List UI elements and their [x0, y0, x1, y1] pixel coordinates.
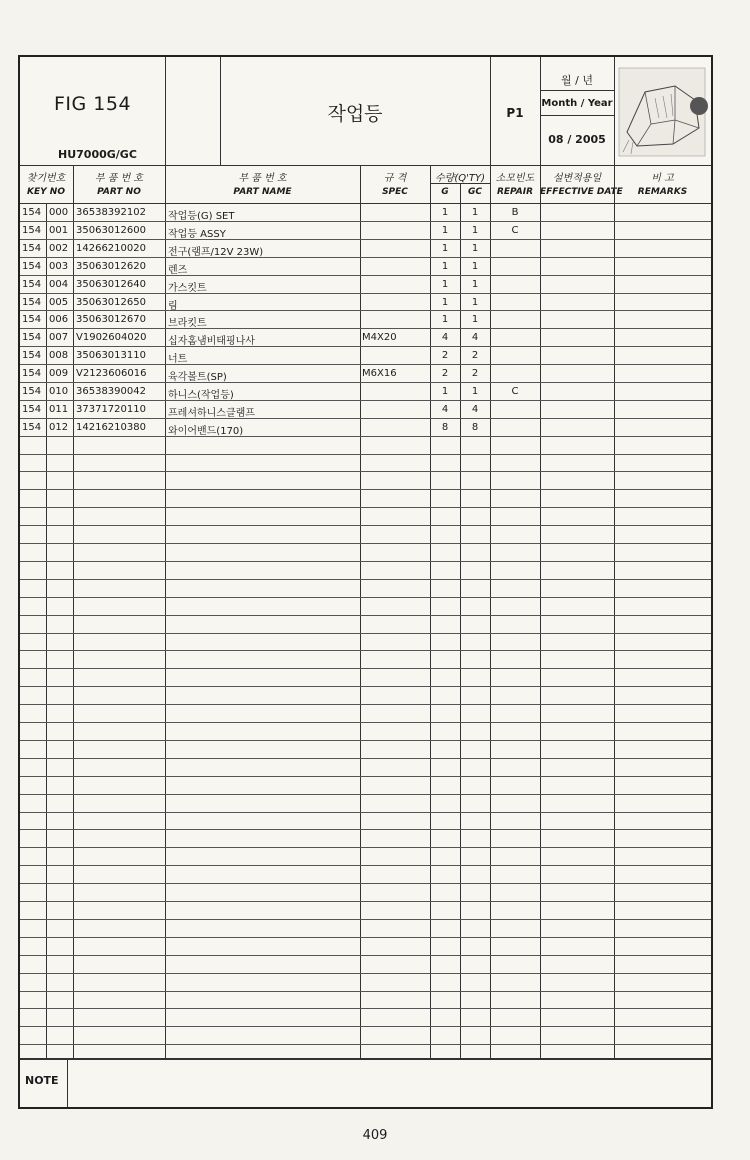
table-row-line — [20, 633, 711, 634]
row-part-number: 35063012670 — [76, 314, 146, 325]
row-key-number: 005 — [49, 297, 69, 308]
row-part-number: 36538390042 — [76, 386, 146, 397]
table-row-line — [20, 454, 711, 455]
row-qty-g: 2 — [441, 350, 449, 361]
table-row — [20, 261, 711, 275]
table-row-line — [20, 1026, 711, 1027]
table-row-line — [20, 722, 711, 723]
row-key-number: 007 — [49, 332, 69, 343]
header-hline — [540, 115, 614, 116]
table-row-line — [20, 615, 711, 616]
table-row-line — [20, 400, 711, 401]
row-part-number: 35063012640 — [76, 279, 146, 290]
table-row — [20, 207, 711, 221]
row-part-number: 14216210380 — [76, 422, 146, 433]
table-row-line — [20, 346, 711, 347]
row-fig-number: 154 — [22, 422, 42, 433]
row-fig-number: 154 — [22, 297, 42, 308]
row-repair: C — [511, 225, 519, 236]
parts-list-sheet — [18, 55, 713, 1109]
col-remarks-ko: 비 고 — [651, 173, 674, 184]
row-qty-gc: 1 — [471, 243, 479, 254]
table-row-line — [20, 776, 711, 777]
model-number: HU7000G/GC — [58, 148, 137, 161]
row-part-name: 하니스(작업등) — [168, 390, 234, 401]
col-key-no-en: KEY NO — [27, 187, 65, 197]
col-qty-gc: GC — [468, 187, 482, 197]
table-row-line — [20, 758, 711, 759]
table-row — [20, 243, 711, 257]
issue-date: 08 / 2005 — [548, 133, 606, 146]
col-part-name-en: PART NAME — [233, 187, 292, 197]
col-spec-ko: 규 격 — [383, 173, 407, 184]
table-row — [20, 350, 711, 364]
table-row-line — [20, 239, 711, 240]
row-qty-g: 1 — [441, 225, 449, 236]
table-row — [20, 404, 711, 418]
header-hline — [540, 90, 614, 91]
table-row-line — [20, 257, 711, 258]
row-qty-gc: 1 — [471, 314, 479, 325]
note-label: NOTE — [25, 1074, 59, 1087]
page-title: 작업등 — [327, 103, 383, 125]
row-part-number: 36538392102 — [76, 207, 146, 218]
row-part-name: 브라킷트 — [168, 318, 207, 329]
note-vline — [67, 1058, 68, 1107]
row-part-number: 37371720110 — [76, 404, 146, 415]
col-qty-g: G — [441, 187, 449, 197]
table-row-line — [20, 973, 711, 974]
row-fig-number: 154 — [22, 350, 42, 361]
table-row — [20, 332, 711, 346]
row-key-number: 012 — [49, 422, 69, 433]
table-row-line — [20, 364, 711, 365]
row-qty-g: 1 — [441, 243, 449, 254]
row-qty-gc: 1 — [471, 225, 479, 236]
row-key-number: 002 — [49, 243, 69, 254]
row-qty-gc: 4 — [471, 332, 479, 343]
table-row-line — [20, 579, 711, 580]
col-effective-date-en: EFFECTIVE DATE — [540, 187, 623, 197]
col-key-no-ko: 찾기번호 — [26, 173, 66, 184]
table-row — [20, 368, 711, 382]
row-part-number: 35063012620 — [76, 261, 146, 272]
row-qty-g: 4 — [441, 404, 449, 415]
table-row-line — [20, 704, 711, 705]
row-qty-g: 4 — [441, 332, 449, 343]
row-part-name: 프레셔하니스클램프 — [168, 408, 255, 419]
table-row-line — [20, 650, 711, 651]
row-key-number: 009 — [49, 368, 69, 379]
table-row-line — [20, 883, 711, 884]
row-fig-number: 154 — [22, 261, 42, 272]
table-row — [20, 297, 711, 311]
row-key-number: 011 — [49, 404, 69, 415]
row-qty-gc: 8 — [471, 422, 479, 433]
row-part-number: 14266210020 — [76, 243, 146, 254]
row-key-number: 008 — [49, 350, 69, 361]
table-row-line — [20, 293, 711, 294]
row-fig-number: 154 — [22, 225, 42, 236]
row-qty-gc: 1 — [471, 279, 479, 290]
table-row — [20, 279, 711, 293]
row-part-name: 가스킷트 — [168, 283, 207, 294]
table-row — [20, 422, 711, 436]
row-qty-gc: 2 — [471, 368, 479, 379]
col-part-no-ko: 부 품 번 호 — [94, 173, 144, 184]
row-key-number: 006 — [49, 314, 69, 325]
table-row-line — [20, 991, 711, 992]
row-key-number: 010 — [49, 386, 69, 397]
table-row-line — [20, 937, 711, 938]
row-fig-number: 154 — [22, 368, 42, 379]
figure-label: FIG 154 — [54, 93, 132, 115]
row-part-name: 십자홈냄비태핑나사 — [168, 336, 255, 347]
table-row-line — [20, 812, 711, 813]
table-row — [20, 314, 711, 328]
row-qty-g: 8 — [441, 422, 449, 433]
row-fig-number: 154 — [22, 404, 42, 415]
row-qty-g: 1 — [441, 279, 449, 290]
row-part-number: 35063012600 — [76, 225, 146, 236]
table-row-line — [20, 668, 711, 669]
row-fig-number: 154 — [22, 314, 42, 325]
table-row-line — [20, 955, 711, 956]
row-qty-gc: 1 — [471, 297, 479, 308]
month-year-label-ko: 월 / 년 — [561, 74, 593, 87]
col-spec-en: SPEC — [382, 187, 408, 197]
row-part-number: 35063013110 — [76, 350, 146, 361]
table-row-line — [20, 221, 711, 222]
note-divider — [20, 1058, 711, 1060]
col-remarks-en: REMARKS — [637, 187, 688, 197]
header-divider — [20, 165, 711, 166]
table-row-line — [20, 328, 711, 329]
qty-header-vline — [460, 183, 461, 203]
col-part-no-en: PART NO — [97, 187, 141, 197]
row-qty-gc: 1 — [471, 261, 479, 272]
row-key-number: 003 — [49, 261, 69, 272]
col-qty-ko: 수량(Q'TY) — [435, 173, 485, 184]
table-row-line — [20, 794, 711, 795]
row-part-name: 림 — [168, 301, 178, 312]
month-year-label-en: Month / Year — [541, 98, 613, 109]
row-qty-g: 1 — [441, 297, 449, 308]
row-qty-gc: 1 — [471, 207, 479, 218]
row-qty-gc: 2 — [471, 350, 479, 361]
row-part-name: 작업등(G) SET — [168, 211, 235, 222]
row-qty-g: 2 — [441, 368, 449, 379]
table-row-line — [20, 525, 711, 526]
row-repair: B — [511, 207, 519, 218]
row-fig-number: 154 — [22, 386, 42, 397]
harvester-machine-icon — [615, 62, 711, 162]
page-code: P1 — [506, 106, 524, 120]
row-repair: C — [511, 386, 519, 397]
row-qty-gc: 1 — [471, 386, 479, 397]
table-row-line — [20, 865, 711, 866]
row-spec: M6X16 — [362, 368, 397, 379]
row-key-number: 001 — [49, 225, 69, 236]
table-row-line — [20, 543, 711, 544]
header-vline — [165, 57, 166, 165]
row-qty-gc: 4 — [471, 404, 479, 415]
row-part-name: 와이어밴드(170) — [168, 426, 244, 437]
table-row-line — [20, 471, 711, 472]
table-row-line — [20, 686, 711, 687]
row-key-number: 000 — [49, 207, 69, 218]
page-number: 409 — [362, 1128, 388, 1143]
row-fig-number: 154 — [22, 332, 42, 343]
table-row-line — [20, 597, 711, 598]
table-row-line — [20, 901, 711, 902]
col-part-name-ko: 부 품 번 호 — [238, 173, 287, 184]
row-qty-g: 1 — [441, 386, 449, 397]
row-qty-g: 1 — [441, 207, 449, 218]
table-row — [20, 386, 711, 400]
table-row-line — [20, 847, 711, 848]
row-part-name: 전구(램프/12V 23W) — [168, 247, 264, 258]
column-header-bottom — [20, 203, 711, 204]
row-qty-g: 1 — [441, 314, 449, 325]
col-repair-en: REPAIR — [496, 187, 534, 197]
table-row-line — [20, 382, 711, 383]
col-repair-ko: 소모빈도 — [495, 173, 535, 184]
row-part-name: 너트 — [168, 354, 188, 365]
table-row-line — [20, 275, 711, 276]
row-part-number: V1902604020 — [76, 332, 147, 343]
table-row-line — [20, 561, 711, 562]
table-row-line — [20, 418, 711, 419]
table-row-line — [20, 436, 711, 437]
row-part-name: 작업등 ASSY — [168, 229, 226, 240]
table-row-line — [20, 919, 711, 920]
table-row-line — [20, 829, 711, 830]
table-row — [20, 225, 711, 239]
row-fig-number: 154 — [22, 279, 42, 290]
row-part-name: 육각볼트(SP) — [168, 372, 227, 383]
table-row-line — [20, 1008, 711, 1009]
row-part-number: 35063012650 — [76, 297, 146, 308]
row-spec: M4X20 — [362, 332, 397, 343]
row-part-name: 렌즈 — [168, 265, 188, 276]
row-key-number: 004 — [49, 279, 69, 290]
table-row-line — [20, 489, 711, 490]
col-effective-date-ko: 설변적용일 — [552, 173, 602, 184]
row-fig-number: 154 — [22, 243, 42, 254]
table-row-line — [20, 740, 711, 741]
table-row-line — [20, 1044, 711, 1045]
table-row-line — [20, 507, 711, 508]
row-qty-g: 1 — [441, 261, 449, 272]
row-part-number: V2123606016 — [76, 368, 147, 379]
row-fig-number: 154 — [22, 207, 42, 218]
